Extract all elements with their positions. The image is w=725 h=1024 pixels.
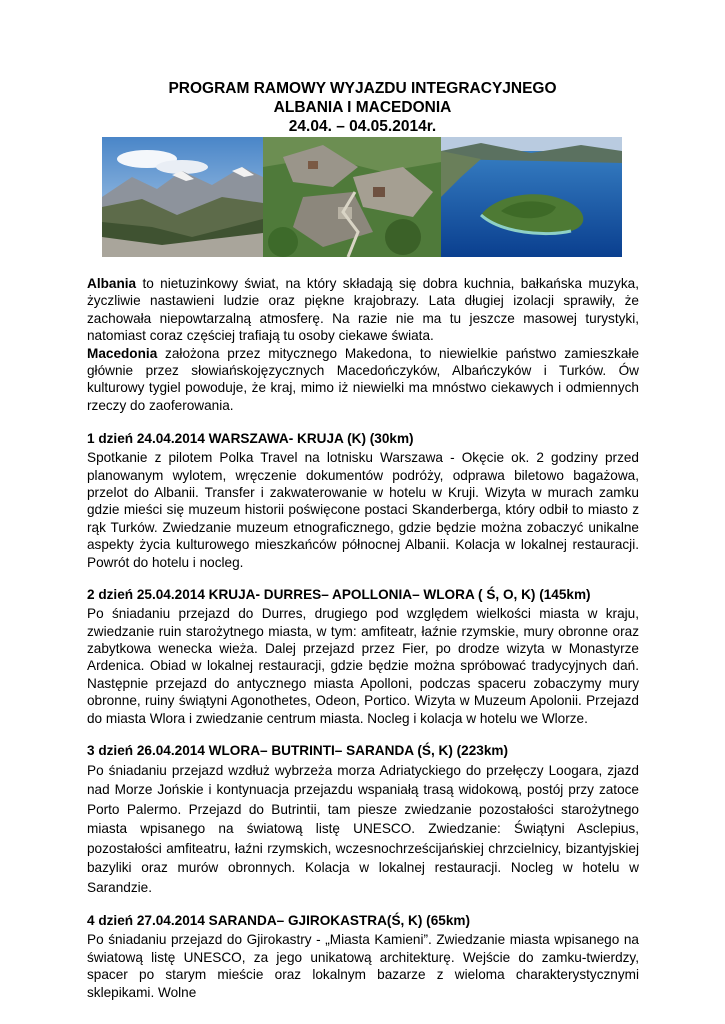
albania-description: to nietuzinkowy świat, na który składają się dobra kuchnia, bałkańska muzyka, życzliwie nastawieni ludzie oraz piękne krajobrazy. Lata długiej izolacji sprawiły, że zachowała niepowtarzalną atmosferę. Na razie nie ma tu jeszcze masowej turystyki, natomiast coraz częściej trafiają tu osoby ciekawe świata. bbox=[87, 276, 639, 344]
day-section bbox=[87, 430, 639, 571]
day-heading: 3 dzień 26.04.2014 WLORA– BUTRINTI– SARANDA (Ś, K) (223km) bbox=[87, 742, 509, 758]
macedonia-label: Macedonia bbox=[87, 345, 158, 361]
island-bay-photo bbox=[441, 137, 622, 257]
page-title bbox=[0, 79, 725, 136]
mountain-valley-photo bbox=[102, 137, 263, 257]
albania-paragraph bbox=[87, 275, 639, 345]
day-section bbox=[87, 912, 639, 1001]
day-description: Po śniadaniu przejazd do Durres, drugiego pod względem wielkości miasta w kraju, zwiedzanie ruin starożytnego miasta, w tym: amfiteatr, łaźnie rzymskie, mury obronne oraz zabytkowa wenecka wieża. Dalej przejazd przez Fier, po drodze wizyta w Monastyrze Ardenica. Obiad w lokalnej restauracji, gdzie będzie można spróbować tradycyjnych dań. Następnie przejazd do antycznego miasta Apolloni, podczas spaceru zobaczymy mury obronne, ruiny świątyni Agonothetes, Odeon, Portico. Wizyta w Muzeum Apolonii. Przejazd do miasta Wlora i zwiedzanie centrum miasta. Nocleg i kolacja w hotelu we Wlorze. bbox=[87, 606, 639, 726]
day-description: Spotkanie z pilotem Polka Travel na lotnisku Warszawa - Okęcie ok. 2 godziny przed planowanym wylotem, wręczenie dokumentów podróży, odprawa biletowo bagażowa, przelot do Albanii. Transfer i zakwaterowanie w hotelu w Kruji. Wizyta w murach zamku gdzie mieści się muzeum historii poświęcone postaci Skanderberga, który odbił to miasto z rąk Turków. Zwiedzanie muzeum etnograficznego, gdzie będzie można zobaczyć unikalne aspekty życia kulturowego mieszkańców północnej Albanii. Kolacja w lokalnej restauracji. Powrót do hotelu i nocleg. bbox=[87, 450, 639, 570]
day-heading: 2 dzień 25.04.2014 KRUJA- DURRES– APOLLONIA– WLORA ( Ś, O, K) (145km) bbox=[87, 587, 591, 603]
intro-section bbox=[87, 275, 639, 414]
photo-strip bbox=[102, 137, 622, 257]
day-description: Po śniadaniu przejazd do Gjirokastry - „Miasta Kamieni”. Zwiedzanie miasta wpisanego na światową listę UNESCO, za jego unikatową architekturę. Wejście do zamku-twierdzy, spacer po starym mieście oraz lokalnym bazarze z wieloma charakterystycznymi sklepikami. Wolne bbox=[87, 932, 639, 1000]
title-line-2: ALBANIA I MACEDONIA bbox=[273, 99, 452, 116]
day-section bbox=[87, 586, 639, 727]
castle-ruins-photo bbox=[263, 137, 441, 257]
title-line-3: 24.04. – 04.05.2014r. bbox=[288, 118, 437, 135]
albania-label: Albania bbox=[87, 276, 137, 291]
macedonia-paragraph bbox=[87, 345, 639, 415]
day-heading: 1 dzień 24.04.2014 WARSZAWA- KRUJA (K) (30km) bbox=[87, 431, 414, 447]
day-heading: 4 dzień 27.04.2014 SARANDA– GJIROKASTRA(Ś, K) (65km) bbox=[87, 913, 471, 929]
day-section bbox=[87, 742, 639, 898]
document-body bbox=[87, 275, 639, 1016]
title-line-1: PROGRAM RAMOWY WYJAZDU INTEGRACYJNEGO bbox=[168, 80, 557, 97]
macedonia-description: założona przez mitycznego Makedona, to niewielkie państwo zamieszkałe głównie przez słowiańskojęzycznych Macedończyków, Albańczyków i Turków. Ów kulturowy tygiel powoduje, że kraj, mimo iż niewielki ma mnóstwo ciekawych i odmiennych rzeczy do zaoferowania. bbox=[87, 345, 639, 413]
day-description: Po śniadaniu przejazd wzdłuż wybrzeża morza Adriatyckiego do przełęczy Loogara, zjazd nad Morze Jońskie i kontynuacja przejazdu wspaniałą trasą widokową, postój przy zatoce Porto Palermo. Przejazd do Butrintii, tam piesze zwiedzanie pozostałości starożytnego miasta wpisanego na światową listę UNESCO. Zwiedzanie: Świątyni Asclepius, pozostałości amfiteatru, łaźni rzymskich, wczesnochrześcijańskiej chrzcielnicy, bizantyjskiej bazyliki oraz murów obronnych. Kolacja w lokalnej restauracji. Nocleg w hotelu w Sarandzie. bbox=[87, 762, 639, 895]
